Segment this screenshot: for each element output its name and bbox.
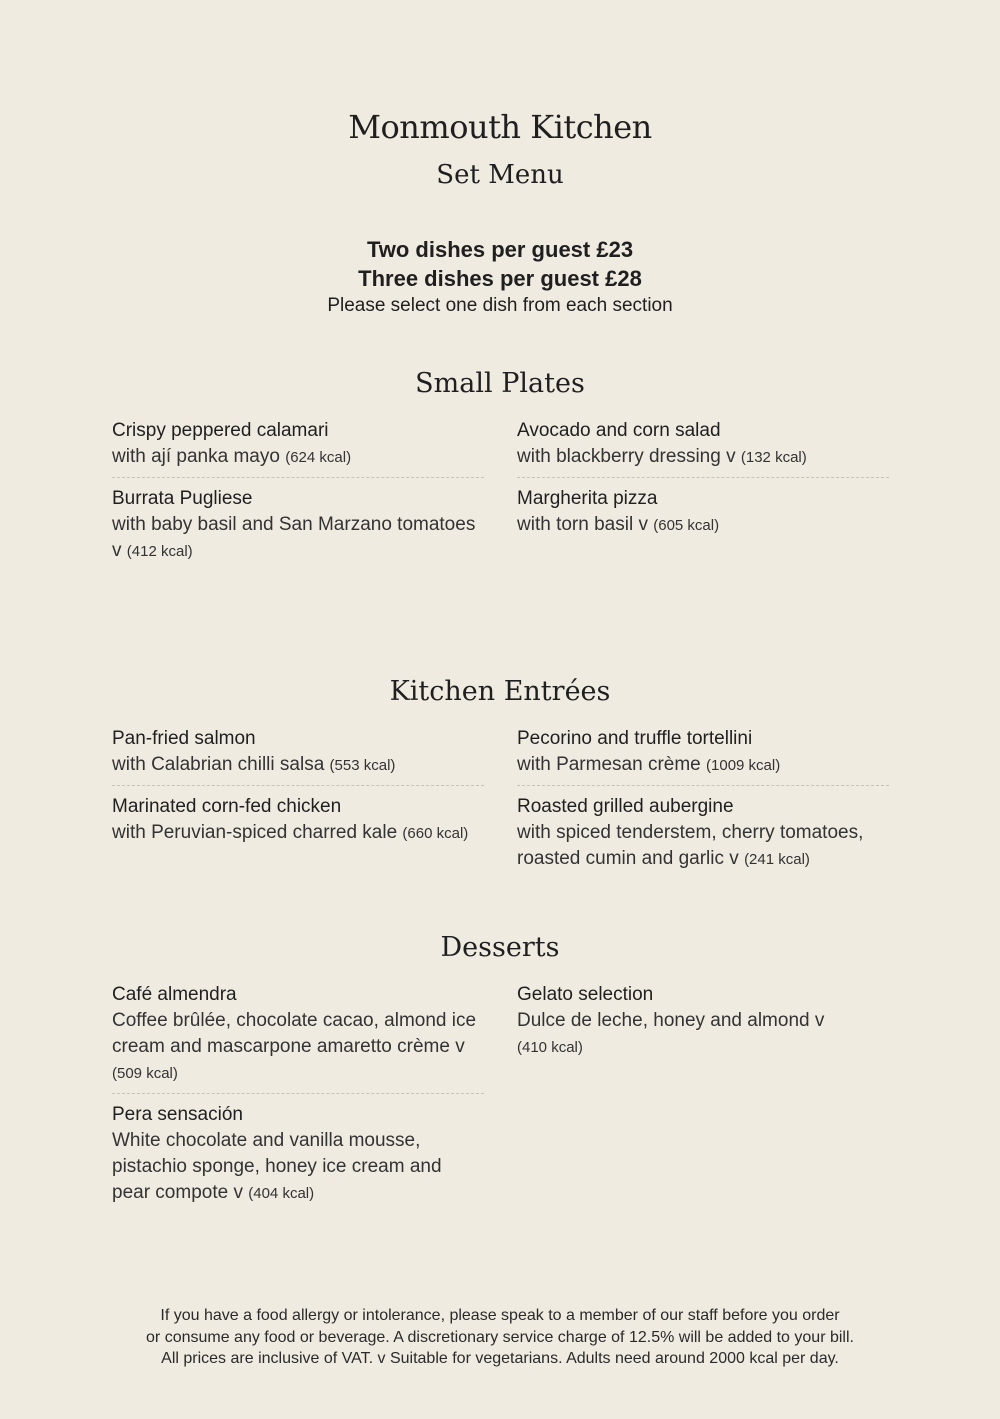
dish-item xyxy=(112,486,484,571)
dish-name: Avocado and corn salad xyxy=(517,420,721,441)
desserts-right-column xyxy=(517,982,889,1067)
dish-desc-text: with spiced tenderstem, cherry tomatoes, roasted cumin and garlic v xyxy=(517,822,864,869)
dish-description xyxy=(112,752,484,779)
dish-kcal: (404 kcal) xyxy=(248,1185,315,1202)
dish-description xyxy=(517,512,889,539)
dish-kcal: (553 kcal) xyxy=(329,757,396,774)
dish-item xyxy=(517,726,889,786)
menu-subtitle: Set Menu xyxy=(436,160,564,190)
dish-kcal: (410 kcal) xyxy=(517,1039,583,1056)
dish-description xyxy=(517,1008,889,1061)
dish-name: Pan-fried salmon xyxy=(112,728,256,749)
dish-description xyxy=(112,1128,484,1207)
dish-description xyxy=(517,444,889,471)
dish-name: Crispy peppered calamari xyxy=(112,420,329,441)
dish-desc-text: White chocolate and vanilla mousse, pistachio sponge, honey ice cream and pear compote v xyxy=(112,1130,442,1203)
footer-line: or consume any food or beverage. A discretionary service charge of 12.5% will be added to your bill. xyxy=(146,1328,854,1346)
dish-item xyxy=(112,726,484,786)
selection-instruction: Please select one dish from each section xyxy=(327,295,673,316)
price-two-dishes: Two dishes per guest £23 xyxy=(366,237,634,262)
dish-description xyxy=(112,820,484,847)
dish-desc-text: Coffee brûlée, chocolate cacao, almond ice cream and mascarpone amaretto crème v xyxy=(112,1010,477,1057)
dish-item xyxy=(112,982,484,1094)
dish-kcal: (660 kcal) xyxy=(402,825,469,842)
dish-item xyxy=(112,794,484,853)
dish-kcal: (1009 kcal) xyxy=(706,757,781,774)
dish-kcal: (624 kcal) xyxy=(285,449,352,466)
dish-desc-text: with torn basil v xyxy=(517,514,648,535)
dish-name: Burrata Pugliese xyxy=(112,488,253,509)
dish-name: Pecorino and truffle tortellini xyxy=(517,728,753,749)
dish-name: Pera sensación xyxy=(112,1104,243,1125)
price-three-dishes: Three dishes per guest £28 xyxy=(358,266,642,291)
dish-name: Roasted grilled aubergine xyxy=(517,796,734,817)
section-title-entrees: Kitchen Entrées xyxy=(389,676,611,707)
dish-kcal: (412 kcal) xyxy=(126,543,193,560)
dish-desc-text: with baby basil and San Marzano tomatoes v xyxy=(112,514,476,561)
footer-line: All prices are inclusive of VAT. v Suitable for vegetarians. Adults need around 2000 kcal per day. xyxy=(161,1350,839,1367)
entrees-right-column xyxy=(517,726,889,879)
section-title-small-plates: Small Plates xyxy=(415,368,585,399)
entrees-left-column xyxy=(112,726,484,853)
dish-desc-text: with Parmesan crème xyxy=(517,754,701,775)
section-title-desserts: Desserts xyxy=(440,932,560,963)
dish-description xyxy=(112,1008,484,1087)
dish-name: Café almendra xyxy=(112,984,237,1005)
small-plates-left-column xyxy=(112,418,484,571)
dish-item xyxy=(517,486,889,545)
dish-item xyxy=(112,418,484,478)
dish-desc-text: with blackberry dressing v xyxy=(517,446,736,467)
dish-desc-text: Dulce de leche, honey and almond v xyxy=(517,1010,825,1031)
restaurant-title: Monmouth Kitchen xyxy=(348,108,652,146)
dish-kcal: (509 kcal) xyxy=(112,1065,178,1082)
dish-description xyxy=(517,752,889,779)
desserts-left-column xyxy=(112,982,484,1213)
dish-kcal: (605 kcal) xyxy=(653,517,720,534)
dish-item xyxy=(517,794,889,879)
dish-name: Marinated corn-fed chicken xyxy=(112,796,342,817)
dish-kcal: (241 kcal) xyxy=(744,851,810,868)
dish-description xyxy=(112,512,484,565)
footer-line: If you have a food allergy or intolerance, please speak to a member of our staff before you order xyxy=(160,1307,840,1324)
dish-description xyxy=(112,444,484,471)
small-plates-right-column xyxy=(517,418,889,545)
dish-desc-text: with Peruvian-spiced charred kale xyxy=(112,822,398,843)
dish-description xyxy=(517,820,889,873)
dish-item xyxy=(517,982,889,1067)
dish-desc-text: with Calabrian chilli salsa xyxy=(112,754,325,775)
dish-item xyxy=(517,418,889,478)
dish-item xyxy=(112,1102,484,1213)
dish-name: Gelato selection xyxy=(517,984,654,1005)
footer-notice xyxy=(60,1305,940,1370)
dish-kcal: (132 kcal) xyxy=(740,449,807,466)
dish-desc-text: with ají panka mayo xyxy=(112,446,280,467)
dish-name: Margherita pizza xyxy=(517,488,658,509)
